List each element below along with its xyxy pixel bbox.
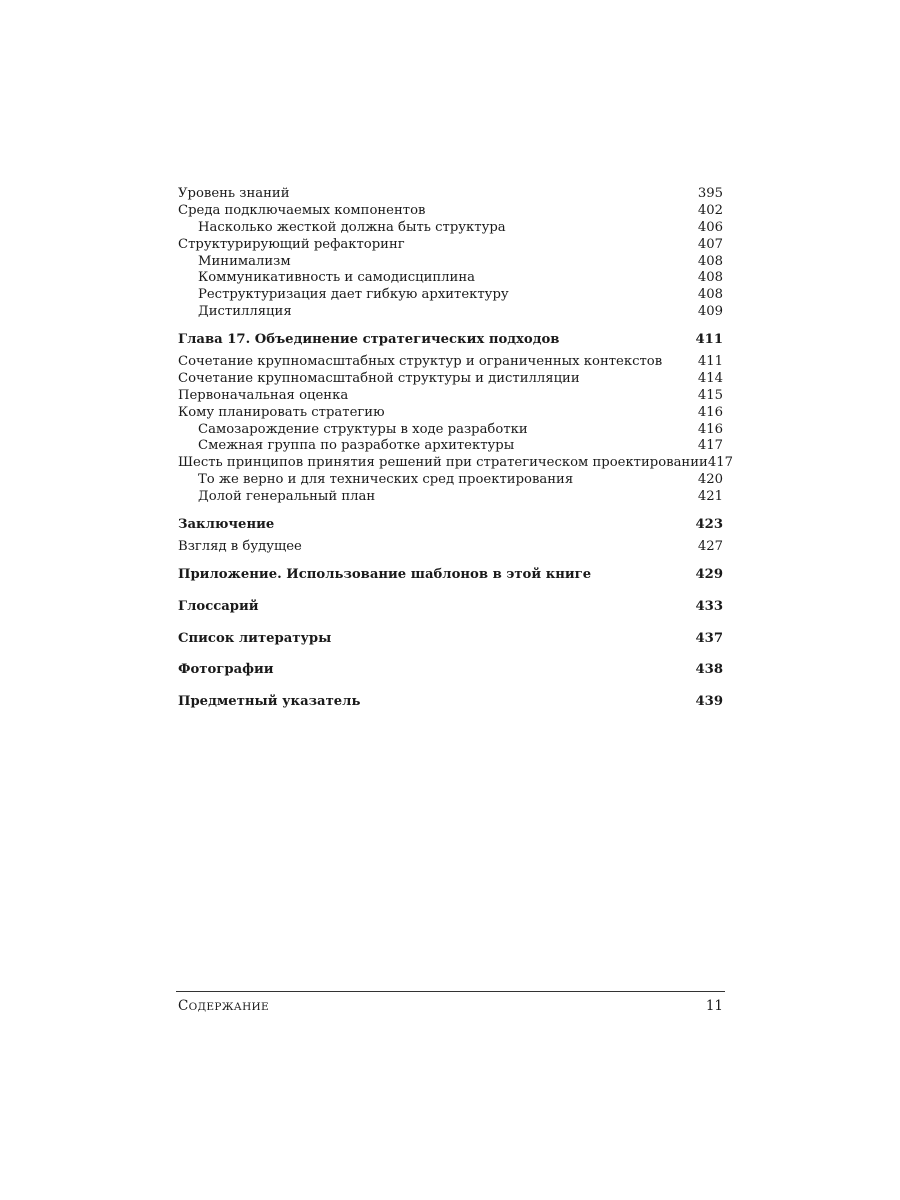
toc-entry-page: 406: [697, 219, 723, 235]
toc-entry-page: 408: [697, 287, 723, 303]
toc-entry-title: Дистилляция: [198, 304, 292, 320]
toc-entry-title: Минимализм: [198, 253, 291, 269]
running-footer-title: [178, 998, 269, 1014]
toc-entry-page: 416: [697, 404, 723, 420]
toc-entry-page: 429: [695, 566, 723, 582]
toc-entry-page: 408: [697, 253, 723, 269]
toc-entry-title: Самозарождение структуры в ходе разработки: [198, 421, 528, 437]
toc-entry-title: То же верно и для технических сред проектирования: [198, 472, 574, 488]
toc-chapter-heading: [178, 662, 723, 679]
toc-entry: [178, 354, 723, 371]
toc-entry: [178, 186, 723, 203]
toc-entry-page: 402: [697, 202, 723, 218]
toc-chapter-heading: [178, 599, 723, 616]
toc-subentry: [178, 422, 723, 439]
toc-entry-page: 408: [697, 270, 723, 286]
toc-entry: [178, 388, 723, 405]
toc-entry-title: Список литературы: [178, 630, 332, 646]
toc-entry: [178, 405, 723, 422]
toc-entry-title: Взгляд в будущее: [178, 538, 302, 554]
toc-entry-page: 417: [697, 438, 723, 454]
toc-entry-title: Сочетание крупномасштабной структуры и дистилляции: [178, 370, 580, 386]
toc-entry-page: 439: [695, 694, 723, 710]
toc-entry-title: Сочетание крупномасштабных структур и ограниченных контекстов: [178, 354, 663, 370]
toc-subentry: [178, 220, 723, 237]
toc-entry-title: Шесть принципов принятия решений при стратегическом проектировании: [178, 455, 708, 471]
toc-subentry: [178, 489, 723, 506]
toc-entry: [178, 455, 733, 472]
toc-entry-page: 415: [697, 387, 723, 403]
page-number: 11: [705, 998, 723, 1014]
toc-chapter-heading: [178, 694, 723, 711]
table-of-contents: [178, 186, 733, 711]
toc-entry-title: Коммуникативность и самодисциплина: [198, 270, 475, 286]
toc-entry-title: Уровень знаний: [178, 186, 290, 201]
toc-entry-title: Заключение: [178, 517, 275, 533]
footer-divider: [176, 991, 725, 992]
toc-subentry: [178, 472, 723, 489]
toc-entry-page: 395: [697, 186, 723, 201]
toc-entry-title: Смежная группа по разработке архитектуры: [198, 438, 515, 454]
toc-entry: [178, 371, 723, 388]
toc-entry-title: Реструктуризация дает гибкую архитектуру: [198, 287, 509, 303]
toc-entry-page: 411: [697, 354, 723, 370]
toc-entry-page: 416: [697, 421, 723, 437]
toc-entry-title: Долой генеральный план: [198, 489, 376, 505]
toc-entry-title: Кому планировать стратегию: [178, 404, 385, 420]
toc-entry-title: Предметный указатель: [178, 694, 361, 710]
toc-entry: [178, 203, 723, 220]
toc-chapter-heading: [178, 567, 723, 584]
toc-entry-page: 423: [695, 517, 723, 533]
toc-entry-page: 437: [695, 630, 723, 646]
footer-title-initial: С: [178, 998, 189, 1014]
toc-entry-page: 427: [697, 538, 723, 554]
toc-entry-page: 438: [695, 662, 723, 678]
toc-chapter-heading: [178, 332, 723, 349]
toc-entry-title: Среда подключаемых компонентов: [178, 202, 426, 218]
toc-entry-page: 421: [697, 489, 723, 505]
toc-entry: [178, 539, 723, 556]
toc-chapter-heading: [178, 631, 723, 648]
toc-subentry: [178, 254, 723, 271]
toc-entry: [178, 237, 723, 254]
toc-entry-page: 407: [697, 236, 723, 252]
toc-entry-page: 433: [695, 598, 723, 614]
toc-entry-page: 417: [707, 455, 733, 471]
toc-subentry: [178, 304, 723, 321]
toc-entry-title: Насколько жесткой должна быть структура: [198, 219, 506, 235]
toc-entry-title: Структурирующий рефакторинг: [178, 236, 405, 252]
toc-entry-page: 414: [697, 370, 723, 386]
toc-entry-page: 409: [697, 304, 723, 320]
toc-entry-title: Приложение. Использование шаблонов в этой книге: [178, 566, 592, 582]
toc-entry-title: Глава 17. Объединение стратегических подходов: [178, 332, 560, 348]
toc-subentry: [178, 438, 723, 455]
toc-entry-title: Первоначальная оценка: [178, 387, 349, 403]
toc-chapter-heading: [178, 517, 723, 534]
toc-subentry: [178, 270, 723, 287]
toc-entry-page: 411: [695, 332, 723, 348]
toc-subentry: [178, 287, 723, 304]
toc-entry-title: Глоссарий: [178, 598, 259, 614]
toc-entry-page: 420: [697, 472, 723, 488]
toc-entry-title: Фотографии: [178, 662, 274, 678]
footer-title-smallcaps: ОДЕРЖАНИЕ: [188, 1001, 269, 1013]
